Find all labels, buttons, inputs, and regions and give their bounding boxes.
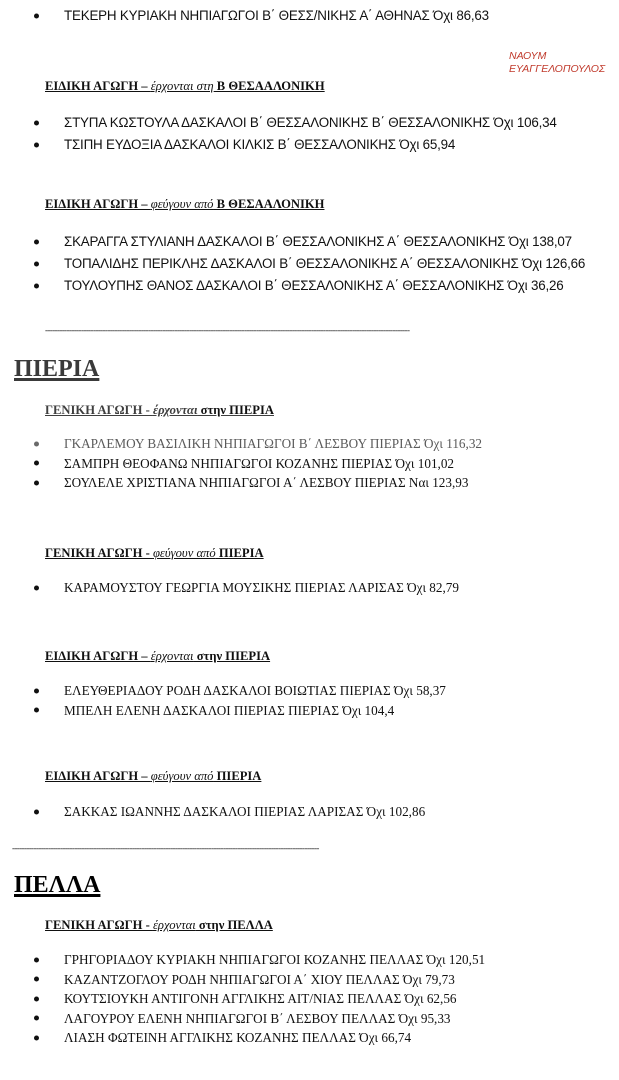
heading-text: φεύγουν από bbox=[150, 769, 214, 783]
item-text: ΤΣΙΠΗ ΕΥΔΟΞΙΑ ΔΑΣΚΑΛΟΙ ΚΙΛΚΙΣ Β΄ ΘΕΣΣΑΛΟΝΙΚΗΣ Όχι 65,94 bbox=[64, 137, 456, 152]
list-item bbox=[32, 681, 446, 701]
thess-eidiki-in-list bbox=[32, 112, 557, 156]
section-heading-pieria-eidiki-in bbox=[45, 649, 270, 664]
heading-text: ΓΕΝΙΚΗ ΑΓΩΓΗ - bbox=[45, 403, 153, 417]
heading-text: στην ΠΙΕΡΙΑ bbox=[193, 649, 271, 663]
heading-text: έρχονται bbox=[152, 918, 196, 932]
list-item bbox=[32, 1028, 485, 1048]
pieria-geniki-in-list bbox=[32, 434, 482, 493]
pella-geniki-in-list bbox=[32, 950, 485, 1048]
list-item bbox=[32, 231, 585, 253]
item-text: ΓΚΑΡΛΕΜΟΥ ΒΑΣΙΛΙΚΗ ΝΗΠΙΑΓΩΓΟΙ Β΄ ΛΕΣΒΟΥ ΠΙΕΡΙΑΣ Όχι 116,32 bbox=[64, 436, 483, 451]
section-heading-pella-geniki-in bbox=[45, 918, 273, 933]
heading-text: ΕΙΔΙΚΗ ΑΓΩΓΗ – bbox=[45, 649, 151, 663]
heading-text: ΓΕΝΙΚΗ ΑΓΩΓΗ - bbox=[45, 918, 153, 932]
bullet-icon bbox=[34, 585, 39, 590]
item-text: ΜΠΕΛΗ ΕΛΕΝΗ ΔΑΣΚΑΛΟΙ ΠΙΕΡΙΑΣ ΠΙΕΡΙΑΣ Όχι 104,4 bbox=[64, 702, 395, 718]
region-title-pella: ΠΕΛΛΑ bbox=[14, 872, 101, 898]
pieria-eidiki-in-list bbox=[32, 681, 446, 720]
separator-line: -------------------------------------------------------------------------------------------------------------------------------------------------------- bbox=[45, 325, 410, 335]
bullet-icon bbox=[34, 240, 39, 245]
item-text: ΣΑΜΠΡΗ ΘΕΟΦΑΝΩ ΝΗΠΙΑΓΩΓΟΙ ΚΟΖΑΝΗΣ ΠΙΕΡΙΑΣ Όχι 101,02 bbox=[64, 455, 455, 471]
bullet-icon bbox=[34, 284, 39, 289]
bullet-icon bbox=[34, 996, 39, 1001]
list-item bbox=[32, 578, 459, 598]
bullet-icon bbox=[34, 809, 39, 814]
item-text: ΚΑΖΑΝΤΖΟΓΛΟΥ ΡΟΔΗ ΝΗΠΙΑΓΩΓΟΙ Α΄ ΧΙΟΥ ΠΕΛΛΑΣ Όχι 79,73 bbox=[64, 971, 455, 987]
list-item bbox=[32, 802, 425, 822]
list-item bbox=[32, 473, 482, 493]
bullet-icon bbox=[34, 14, 39, 19]
item-text: ΤΕΚΕΡΗ ΚΥΡΙΑΚΗ ΝΗΠΙΑΓΩΓΟΙ Β΄ ΘΕΣΣ/ΝΙΚΗΣ Α΄ ΑΘΗΝΑΣ Όχι 86,63 bbox=[64, 8, 489, 23]
heading-text: ΕΙΔΙΚΗ ΑΓΩΓΗ – bbox=[45, 197, 151, 211]
section-heading-thess-eidiki-out bbox=[45, 197, 324, 212]
item-text: ΤΟΥΛΟΥΠΗΣ ΘΑΝΟΣ ΔΑΣΚΑΛΟΙ Β΄ ΘΕΣΣΑΛΟΝΙΚΗΣ Α΄ ΘΕΣΣΑΛΟΝΙΚΗΣ Όχι 36,26 bbox=[64, 278, 564, 293]
bullet-icon bbox=[34, 441, 39, 446]
list-item bbox=[32, 989, 485, 1009]
section-heading-pieria-eidiki-out bbox=[45, 769, 261, 784]
heading-text: στην ΠΕΛΛΑ bbox=[195, 918, 273, 932]
heading-text: έρχονται bbox=[152, 403, 198, 417]
bullet-icon bbox=[34, 461, 39, 466]
bullet-icon bbox=[34, 708, 39, 713]
heading-text: στην ΠΙΕΡΙΑ bbox=[197, 403, 274, 417]
heading-text: ΓΕΝΙΚΗ ΑΓΩΓΗ - bbox=[45, 546, 153, 560]
bullet-icon bbox=[34, 977, 39, 982]
item-text: ΛΑΓΟΥΡΟΥ ΕΛΕΝΗ ΝΗΠΙΑΓΩΓΟΙ Β΄ ΛΕΣΒΟΥ ΠΕΛΛΑΣ Όχι 95,33 bbox=[64, 1010, 451, 1026]
list-item bbox=[32, 950, 485, 970]
region-title-pieria: ΠΙΕΡΙΑ bbox=[14, 356, 100, 382]
list-item bbox=[32, 970, 485, 990]
bullet-icon bbox=[34, 688, 39, 693]
bullet-icon bbox=[34, 121, 39, 126]
bullet-icon bbox=[34, 262, 39, 267]
section-heading-pieria-geniki-out bbox=[45, 546, 264, 561]
list-item bbox=[32, 454, 482, 474]
heading-text: φεύγουν από bbox=[152, 546, 216, 560]
thess-eidiki-out-list bbox=[32, 231, 585, 297]
pieria-geniki-out-list bbox=[32, 578, 459, 598]
list-item bbox=[32, 434, 482, 454]
bullet-icon bbox=[34, 1016, 39, 1021]
item-text: ΛΙΑΣΗ ΦΩΤΕΙΝΗ ΑΓΓΛΙΚΗΣ ΚΟΖΑΝΗΣ ΠΕΛΛΑΣ Όχι 66,74 bbox=[64, 1030, 412, 1045]
item-text: ΤΟΠΑΛΙΔΗΣ ΠΕΡΙΚΛΗΣ ΔΑΣΚΑΛΟΙ Β΄ ΘΕΣΣΑΛΟΝΙΚΗΣ Α΄ ΘΕΣΣΑΛΟΝΙΚΗΣ Όχι 126,66 bbox=[64, 256, 586, 271]
item-text: ΣΑΚΚΑΣ ΙΩΑΝΝΗΣ ΔΑΣΚΑΛΟΙ ΠΙΕΡΙΑΣ ΛΑΡΙΣΑΣ Όχι 102,86 bbox=[64, 804, 426, 819]
top-list bbox=[32, 5, 489, 27]
heading-text: έρχονται στη bbox=[150, 79, 214, 93]
heading-text: Β ΘΕΣΑΑΛΟΝΙΚΗ bbox=[213, 197, 325, 211]
bullet-icon bbox=[34, 1035, 39, 1040]
list-item bbox=[32, 701, 446, 721]
heading-text: φεύγουν από bbox=[150, 197, 214, 211]
item-text: ΣΚΑΡΑΓΓΑ ΣΤΥΛΙΑΝΗ ΔΑΣΚΑΛΟΙ Β΄ ΘΕΣΣΑΛΟΝΙΚΗΣ Α΄ ΘΕΣΣΑΛΟΝΙΚΗΣ Όχι 138,07 bbox=[64, 234, 572, 249]
separator-line: -------------------------------------------------------------------------------------------------------------------------------- bbox=[12, 843, 319, 853]
heading-text: ΠΙΕΡΙΑ bbox=[215, 546, 264, 560]
item-text: ΣΟΥΛΕΛΕ ΧΡΙΣΤΙΑΝΑ ΝΗΠΙΑΓΩΓΟΙ Α΄ ΛΕΣΒΟΥ ΠΙΕΡΙΑΣ Ναι 123,93 bbox=[64, 475, 469, 490]
bullet-icon bbox=[34, 957, 39, 962]
heading-text: έρχονται bbox=[150, 649, 194, 663]
list-item bbox=[32, 134, 557, 156]
item-text: ΚΑΡΑΜΟΥΣΤΟΥ ΓΕΩΡΓΙΑ ΜΟΥΣΙΚΗΣ ΠΙΕΡΙΑΣ ΛΑΡΙΣΑΣ Όχι 82,79 bbox=[64, 580, 459, 595]
list-item bbox=[32, 112, 557, 134]
list-item bbox=[32, 275, 585, 297]
heading-text: ΕΙΔΙΚΗ ΑΓΩΓΗ – bbox=[45, 769, 151, 783]
item-text: ΚΟΥΤΣΙΟΥΚΗ ΑΝΤΙΓΟΝΗ ΑΓΓΛΙΚΗΣ ΑΙΤ/ΝΙΑΣ ΠΕΛΛΑΣ Όχι 62,56 bbox=[64, 991, 457, 1006]
list-item bbox=[32, 253, 585, 275]
section-heading-pieria-geniki-in bbox=[45, 403, 274, 418]
item-text: ΕΛΕΥΘΕΡΙΑΔΟΥ ΡΟΔΗ ΔΑΣΚΑΛΟΙ ΒΟΙΩΤΙΑΣ ΠΙΕΡΙΑΣ Όχι 58,37 bbox=[64, 683, 446, 698]
section-heading-thess-eidiki-in bbox=[45, 79, 325, 94]
pieria-eidiki-out-list bbox=[32, 802, 425, 822]
heading-text: ΠΙΕΡΙΑ bbox=[213, 769, 262, 783]
heading-text: Β ΘΕΣΑΑΛΟΝΙΚΗ bbox=[213, 79, 325, 93]
bullet-icon bbox=[34, 143, 39, 148]
item-text: ΣΤΥΠΑ ΚΩΣΤΟΥΛΑ ΔΑΣΚΑΛΟΙ Β΄ ΘΕΣΣΑΛΟΝΙΚΗΣ Β΄ ΘΕΣΣΑΛΟΝΙΚΗΣ Όχι 106,34 bbox=[64, 115, 557, 130]
heading-text: ΕΙΔΙΚΗ ΑΓΩΓΗ – bbox=[45, 79, 151, 93]
item-text: ΓΡΗΓΟΡΙΑΔΟΥ ΚΥΡΙΑΚΗ ΝΗΠΙΑΓΩΓΟΙ ΚΟΖΑΝΗΣ ΠΕΛΛΑΣ Όχι 120,51 bbox=[64, 952, 486, 967]
list-item bbox=[32, 1009, 485, 1029]
author-note: ΝΑΟΥΜ ΕΥΑΓΓΕΛΟΠΟΥΛΟΣ bbox=[509, 50, 606, 75]
list-item bbox=[32, 5, 489, 27]
bullet-icon bbox=[34, 480, 39, 485]
